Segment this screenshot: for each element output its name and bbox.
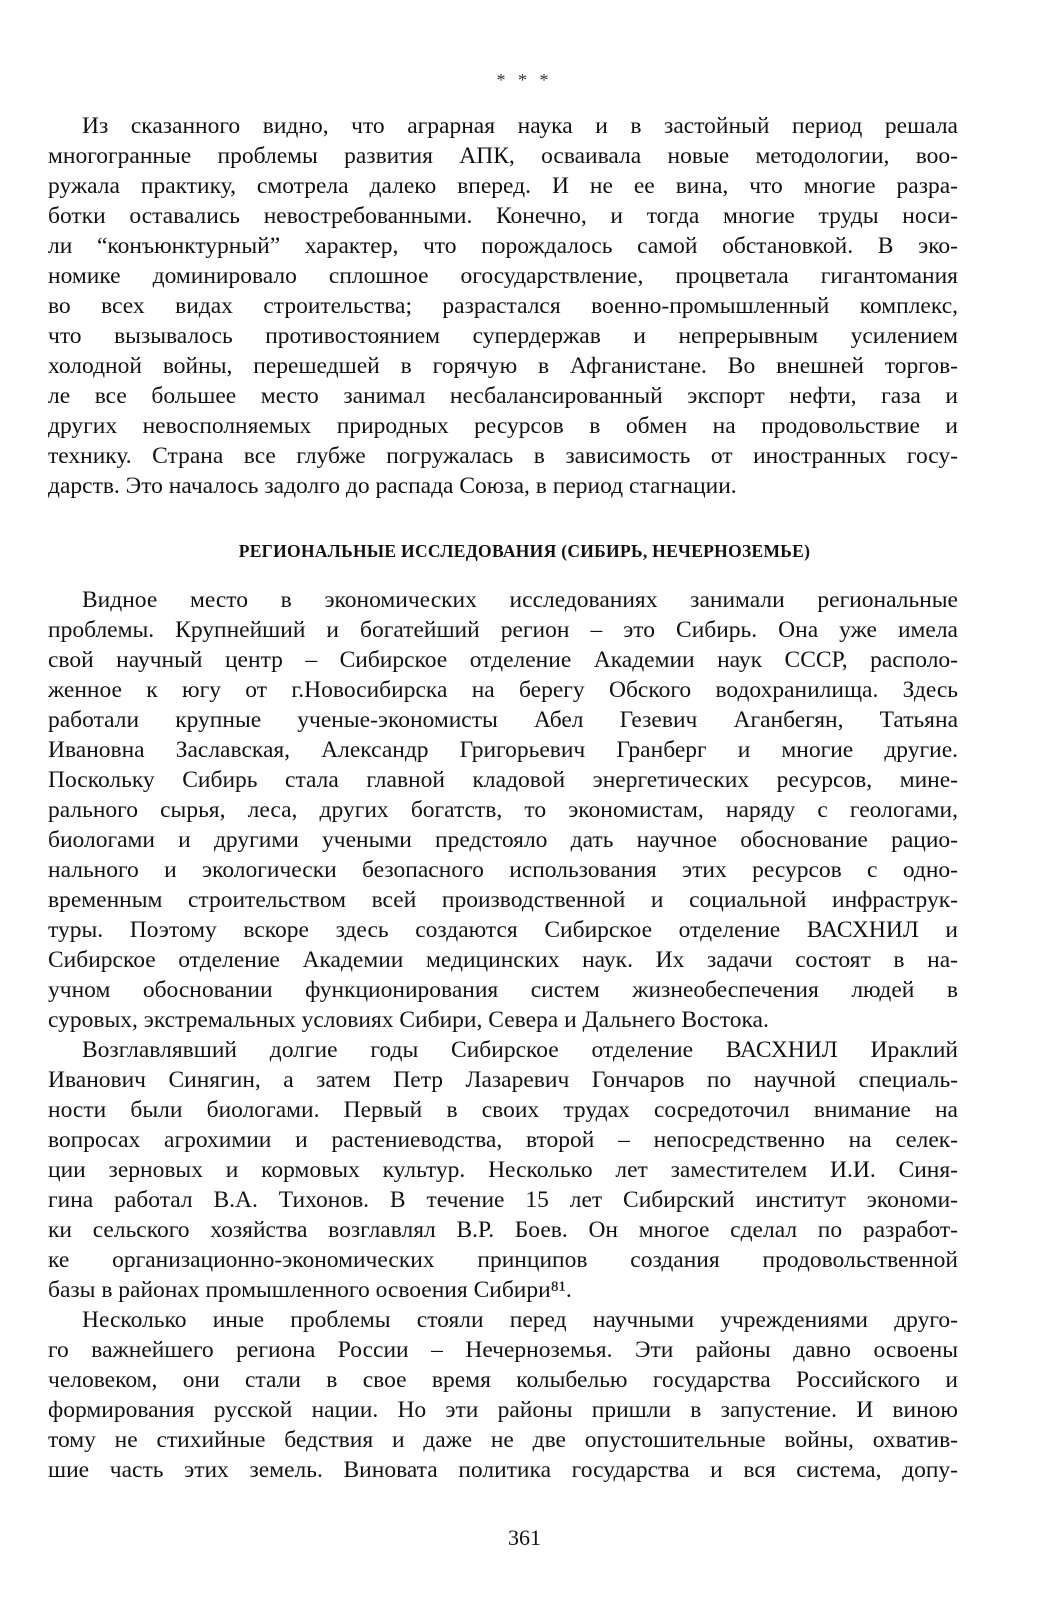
section-separator: * * * — [496, 70, 553, 90]
text-line: формирования русской нации. Но эти районы пришли в запустение. И виною — [48, 1397, 958, 1423]
text-line: ли “конъюнктурный” характер, что порождалось самой обстановкой. В эко- — [48, 233, 958, 259]
text-line: ке организационно-экономических принципов создания продовольственной — [48, 1247, 958, 1273]
text-line: учном обосновании функционирования систем жизнеобеспечения людей в — [48, 977, 958, 1003]
text-line: других невосполняемых природных ресурсов в обмен на продовольствие и — [48, 413, 958, 439]
text-line: гина работал В.А. Тихонов. В течение 15 лет Сибирский институт экономи- — [48, 1187, 958, 1213]
text-line: Поскольку Сибирь стала главной кладовой энергетических ресурсов, мине- — [48, 767, 958, 793]
text-line: многогранные проблемы развития АПК, осваивала новые методологии, воо- — [48, 143, 958, 169]
text-line: го важнейшего региона России – Нечерноземья. Эти районы давно освоены — [48, 1337, 958, 1363]
text-line: свой научный центр – Сибирское отделение Академии наук СССР, располо- — [48, 647, 958, 673]
text-line: проблемы. Крупнейший и богатейший регион – это Сибирь. Она уже имела — [48, 617, 958, 643]
text-line: во всех видах строительства; разрастался военно-промышленный комплекс, — [48, 293, 958, 319]
text-line: шие часть этих земель. Виновата политика государства и вся система, допу- — [48, 1457, 958, 1483]
text-line: ки сельского хозяйства возглавлял В.Р. Боев. Он многое сделал по разработ- — [48, 1217, 958, 1243]
text-line: временным строительством всей производственной и социальной инфраструк- — [48, 887, 958, 913]
text-line: технику. Страна все глубже погружалась в зависимость от иностранных госу- — [48, 443, 958, 469]
text-line: суровых, экстремальных условиях Сибири, Севера и Дальнего Востока. — [48, 1007, 769, 1033]
text-line: работали крупные ученые-экономисты Абел Гезевич Аганбегян, Татьяна — [48, 707, 958, 733]
text-line: ботки оставались невостребованными. Конечно, и тогда многие труды носи- — [48, 203, 958, 229]
text-line: базы в районах промышленного освоения Сибири⁸¹. — [48, 1277, 572, 1303]
text-line: ности были биологами. Первый в своих трудах сосредоточил внимание на — [48, 1097, 958, 1123]
text-line: ле все большее место занимал несбалансированный экспорт нефти, газа и — [48, 383, 958, 409]
text-line: тому не стихийные бедствия и даже не две опустошительные войны, охватив- — [48, 1427, 958, 1453]
text-line: дарств. Это началось задолго до распада Союза, в период стагнации. — [48, 473, 737, 499]
section-heading: РЕГИОНАЛЬНЫЕ ИССЛЕДОВАНИЯ (СИБИРЬ, НЕЧЕРНОЗЕМЬЕ) — [238, 541, 811, 561]
text-line: Сибирское отделение Академии медицинских наук. Их задачи состоят в на- — [48, 947, 958, 973]
text-line: женное к югу от г.Новосибирска на берегу Обского водохранилища. Здесь — [48, 677, 958, 703]
text-line: рального сырья, леса, других богатств, то экономистам, наряду с геологами, — [48, 797, 958, 823]
text-line: туры. Поэтому вскоре здесь создаются Сибирское отделение ВАСХНИЛ и — [48, 917, 958, 943]
text-line: Видное место в экономических исследованиях занимали региональные — [82, 587, 958, 613]
text-line: биологами и другими учеными предстояло дать научное обоснование рацио- — [48, 827, 958, 853]
text-line: Ивановна Заславская, Александр Григорьевич Гранберг и многие другие. — [48, 737, 958, 763]
text-line: Иванович Синягин, а затем Петр Лазаревич Гончаров по научной специаль- — [48, 1067, 958, 1093]
text-line: человеком, они стали в свое время колыбелью государства Российского и — [48, 1367, 958, 1393]
text-line: нального и экологически безопасного использования этих ресурсов с одно- — [48, 857, 958, 883]
text-line: холодной войны, перешедшей в горячую в Афганистане. Во внешней торгов- — [48, 353, 958, 379]
text-line: вопросах агрохимии и растениеводства, второй – непосредственно на селек- — [48, 1127, 958, 1153]
text-line: Из сказанного видно, что аграрная наука и в застойный период решала — [82, 113, 958, 139]
text-line: Несколько иные проблемы стояли перед научными учреждениями друго- — [82, 1307, 958, 1333]
page-number: 361 — [508, 1525, 541, 1550]
text-line: что вызывалось противостоянием супердержав и непрерывным усилением — [48, 323, 958, 349]
text-line: номике доминировало сплошное огосударствление, процветала гигантомания — [48, 263, 958, 289]
text-line: ружала практику, смотрела далеко вперед. И не ее вина, что многие разра- — [48, 173, 958, 199]
text-line: ции зерновых и кормовых культур. Несколько лет заместителем И.И. Синя- — [48, 1157, 958, 1183]
text-line: Возглавлявший долгие годы Сибирское отделение ВАСХНИЛ Ираклий — [82, 1037, 958, 1063]
